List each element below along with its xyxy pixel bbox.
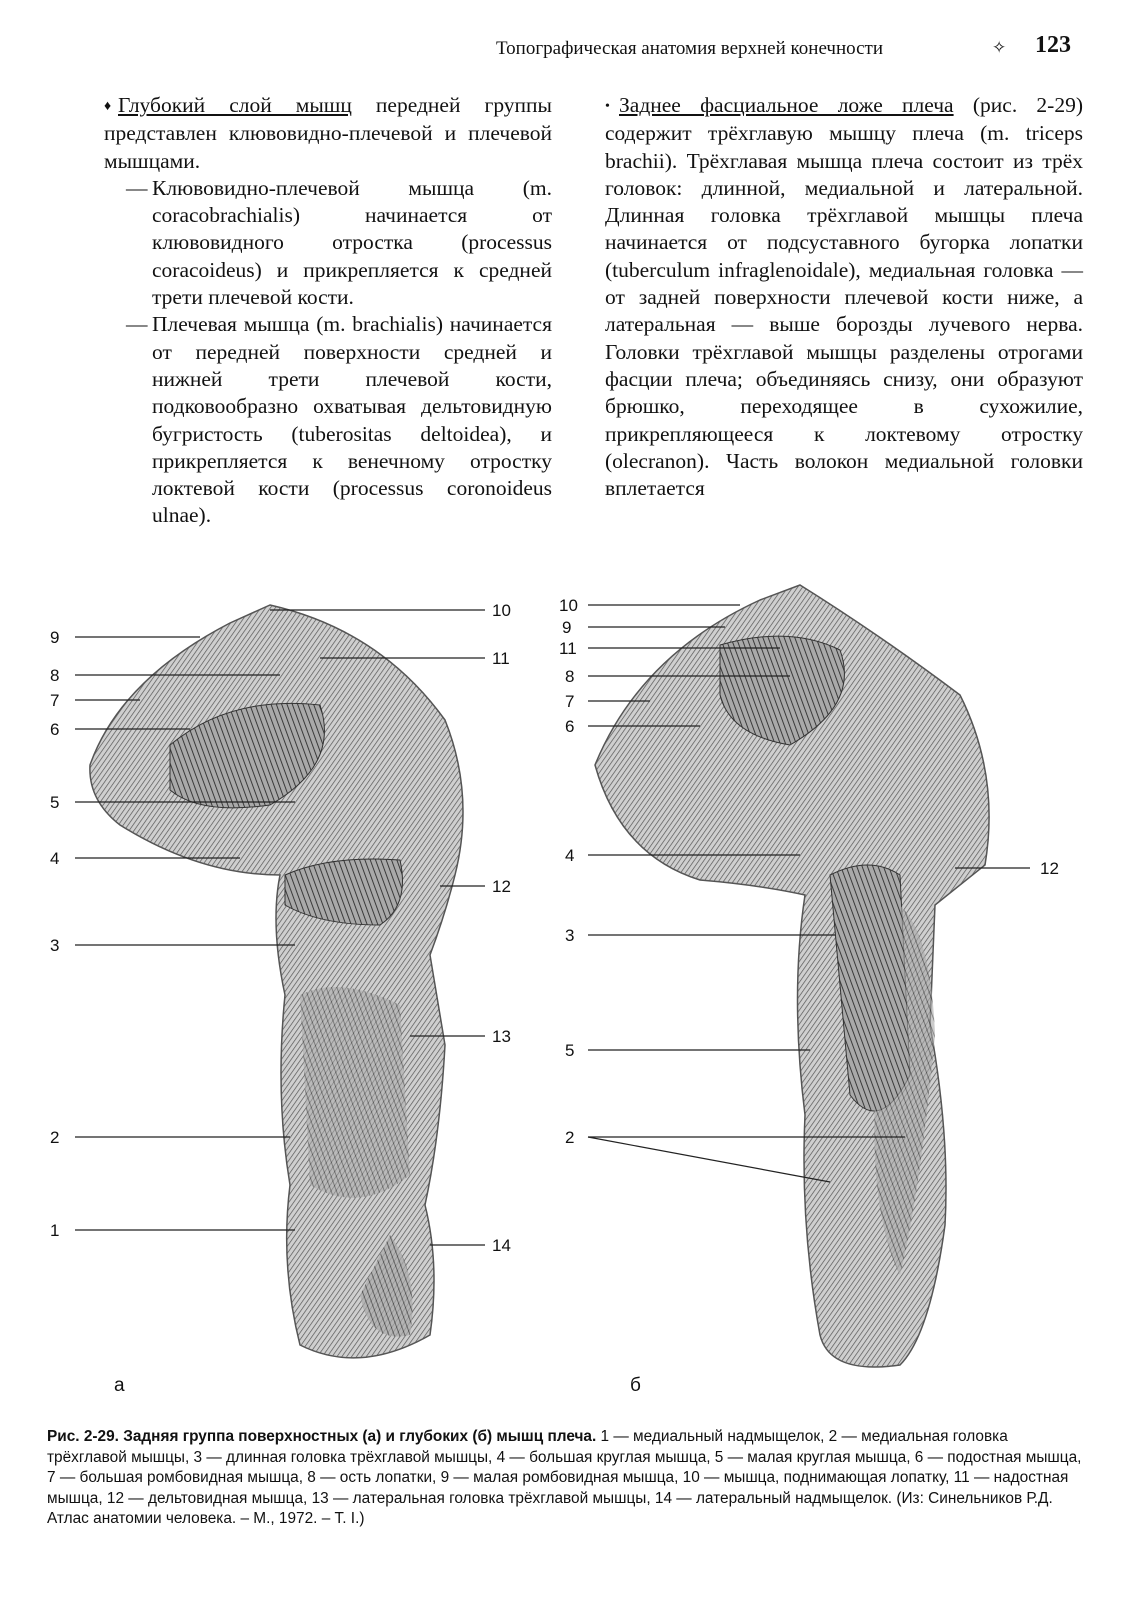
label-b-left: 5 bbox=[565, 1041, 575, 1060]
label-a-left: 9 bbox=[50, 628, 60, 647]
dash-marker: — bbox=[126, 175, 148, 200]
label-a-right: 11 bbox=[492, 649, 510, 668]
label-a-right: 10 bbox=[492, 601, 511, 620]
arm-illustration-b bbox=[595, 585, 989, 1367]
figure-caption bbox=[47, 1427, 1087, 1530]
running-header bbox=[0, 34, 1129, 64]
panel-letter-a: а bbox=[114, 1375, 125, 1396]
left-lead-paragraph bbox=[104, 92, 552, 175]
left-lead-text: передней группы представлен клювовидно-плечевой и плечевой мышцами. bbox=[104, 93, 552, 173]
label-b-right: 12 bbox=[1040, 859, 1059, 878]
caption-text: 1 — медиальный надмыщелок, 2 — медиальная головка трёхглавой мышцы, 3 — длинная головка трёхглавой мышцы, 4 — большая круглая мышца, 5 — малая круглая мышца, 6 — подостная мышца, 7 — большая ромбовидная мышца, 8 — ость лопатки, 9 — малая ромбовидная мышца, 10 — мышца, поднимающая лопатку, 11 — надостная мышца, 12 — дельтовидная мышца, 13 — латеральная головка трёхглавой мышцы, 14 — латеральный надмыщелок. (Из: Синельников Р.Д. Атлас анатомии человека. – М., 1972. – Т. I.) bbox=[47, 1428, 1082, 1527]
arm-illustration-a bbox=[90, 605, 463, 1358]
panel-letter-b: б bbox=[630, 1375, 641, 1396]
right-lead-underlined: Заднее фасциальное ложе плеча bbox=[619, 93, 954, 117]
label-b-left: 11 bbox=[559, 639, 577, 658]
ornament-icon: ✧ bbox=[992, 38, 1007, 57]
list-item-text: Плечевая мышца (m. brachialis) начинается от передней поверхности средней и нижней трети плечевой кости, подковообразно охватывая дельтовидную бугристость (tuberositas deltoidea), и прикрепляется к венечному отростку локтевой кости (processus coronoideus ulnae). bbox=[152, 312, 552, 528]
label-b-left: 8 bbox=[565, 667, 575, 686]
label-b-left: 7 bbox=[565, 692, 575, 711]
left-lead-underlined: Глубокий слой мышц bbox=[118, 93, 352, 117]
label-a-left: 6 bbox=[50, 720, 60, 739]
label-a-right: 14 bbox=[492, 1236, 511, 1255]
label-a-left: 5 bbox=[50, 793, 60, 812]
label-a-right: 12 bbox=[492, 877, 511, 896]
right-lead-text: (рис. 2-29) содержит трёхглавую мышцу плеча (m. triceps brachii). Трёхглавая мышца плеча состоит из трёх головок: длинной, медиальной и латеральной. Длинная головка трёхглавой мышцы плеча начинается от подсуставного бугорка лопатки (tuberculum infraglenoidale), медиальная головка — от задней поверхности плечевой кости ниже, а латеральная — выше борозды лучевого нерва. Головки трёхглавой мышцы разделены отрогами фасции плеча; объединяясь снизу, они образуют брюшко, переходящее в сухожилие, прикрепляющееся к локтевому отростку (olecranon). Часть волокон медиальной головки вплетается bbox=[605, 93, 1084, 501]
label-a-left: 7 bbox=[50, 691, 60, 710]
label-a-left: 1 bbox=[50, 1221, 60, 1240]
caption-title: Рис. 2-29. Задняя группа поверхностных (а) и глубоких (б) мышц плеча. bbox=[47, 1428, 597, 1445]
label-a-left: 3 bbox=[50, 936, 60, 955]
page-number: 123 bbox=[1035, 32, 1071, 58]
label-a-left: 4 bbox=[50, 849, 60, 868]
label-b-left: 10 bbox=[559, 596, 578, 615]
label-a-left: 8 bbox=[50, 666, 60, 685]
right-lead-paragraph bbox=[605, 92, 1083, 502]
list-item bbox=[104, 311, 552, 529]
left-text-column bbox=[104, 92, 552, 530]
running-header-title: Топографическая анатомия верхней конечности bbox=[496, 38, 884, 59]
anatomy-figure bbox=[0, 575, 1129, 1425]
label-b-left: 4 bbox=[565, 846, 575, 865]
bullet-icon: • bbox=[605, 99, 610, 114]
label-b-left: 3 bbox=[565, 926, 575, 945]
label-b-left: 9 bbox=[562, 618, 572, 637]
label-a-left: 2 bbox=[50, 1128, 60, 1147]
list-item bbox=[104, 175, 552, 311]
label-b-left: 2 bbox=[565, 1128, 575, 1147]
label-a-right: 13 bbox=[492, 1027, 511, 1046]
right-text-column bbox=[605, 92, 1083, 502]
list-item-text: Клювовидно-плечевой мышца (m. coracobrachialis) начинается от клювовидного отростка (processus coracoideus) и прикрепляется к средней трети плечевой кости. bbox=[152, 175, 552, 310]
label-b-left: 6 bbox=[565, 717, 575, 736]
figure-drawing bbox=[0, 575, 1129, 1425]
bullet-icon: ♦ bbox=[104, 99, 112, 114]
dash-marker: — bbox=[126, 312, 148, 337]
